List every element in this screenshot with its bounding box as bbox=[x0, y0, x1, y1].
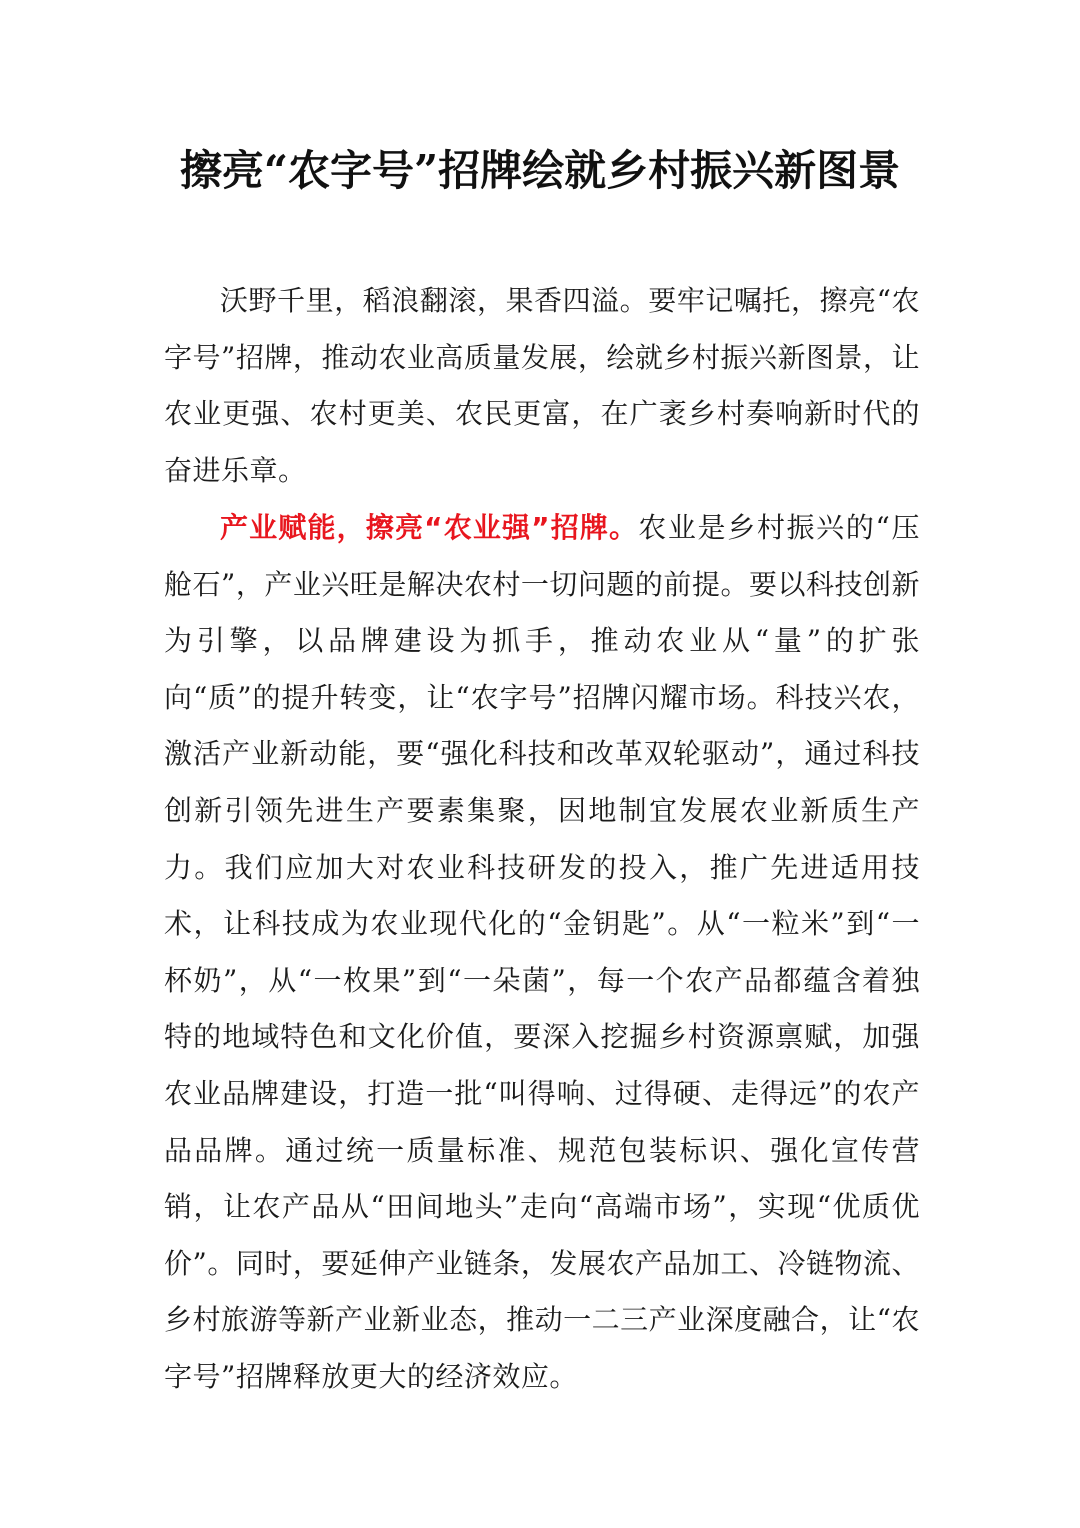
intro-paragraph: 沃野千里，稻浪翻滚，果香四溢。要牢记嘱托，擦亮“农字号”招牌，推动农业高质量发展，绘就乡村振兴新图景，让农业更强、农村更美、农民更富，在广袤乡村奏响新时代的奋进乐章。 bbox=[164, 284, 920, 487]
section-heading: 产业赋能，擦亮“农业强”招牌。 bbox=[220, 511, 639, 544]
section-paragraph bbox=[164, 500, 920, 1406]
article-title: 擦亮“农字号”招牌绘就乡村振兴新图景 bbox=[179, 146, 901, 195]
section-body: 农业是乡村振兴的“压舱石”，产业兴旺是解决农村一切问题的前提。要以科技创新为引擎，以品牌建设为抓手，推动农业从“量”的扩张向“质”的提升转变，让“农字号”招牌闪耀市场。科技兴农，激活产业新动能，要“强化科技和改革双轮驱动”，通过科技创新引领先进生产要素集聚，因地制宜发展农业新质生产力。我们应加大对农业科技研发的投入，推广先进适用技术，让科技成为农业现代化的“金钥匙”。从“一粒米”到“一杯奶”，从“一枚果”到“一朵菌”，每一个农产品都蕴含着独特的地域特色和文化价值，要深入挖掘乡村资源禀赋，加强农业品牌建设，打造一批“叫得响、过得硬、走得远”的农产品品牌。通过统一质量标准、规范包装标识、强化宣传营销，让农产品从“田间地头”走向“高端市场”，实现“优质优价”。同时，要延伸产业链条，发展农产品加工、冷链物流、乡村旅游等新产业新业态，推动一二三产业深度融合，让“农字号”招牌释放更大的经济效应。 bbox=[164, 511, 920, 1393]
